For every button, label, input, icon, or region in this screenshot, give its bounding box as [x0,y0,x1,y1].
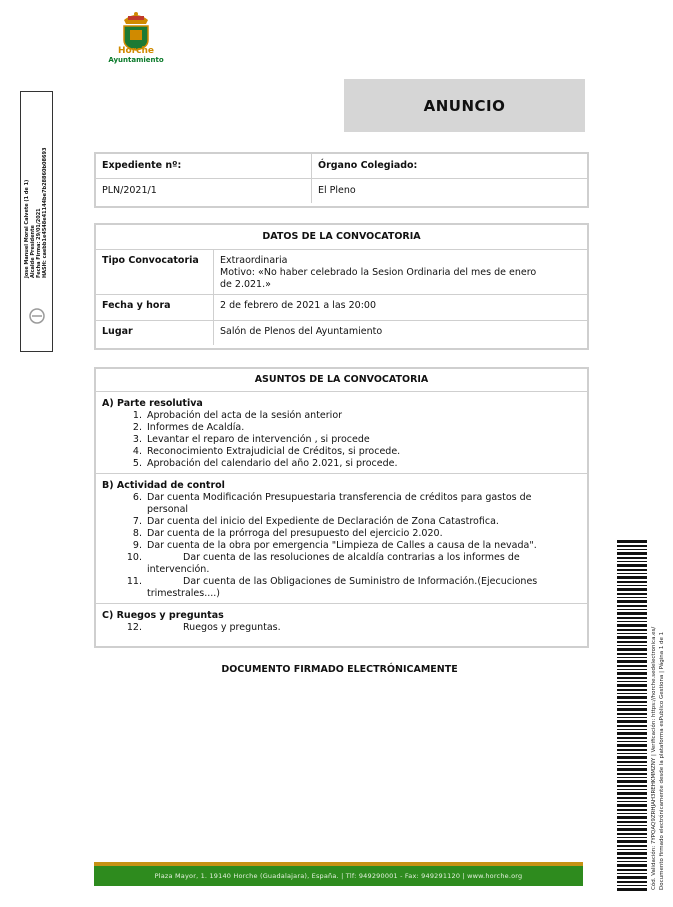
barcode-bar [617,785,647,787]
barcode-bar [617,749,647,751]
barcode-bar [617,729,647,730]
agenda-item-text: Dar cuenta Modificación Presupuestaria transferencia de créditos para gastos de [147,492,532,503]
barcode-bar [617,653,647,655]
barcode-bar [617,840,647,843]
agenda-item [102,434,581,446]
verification-line: Documento firmado electrónicamente desde la plataforma esPublico Gestiona | Página 1 de 1 [659,631,665,890]
agenda-item-number: 6. [132,492,142,503]
barcode-bar [617,665,647,667]
barcode-bar [617,864,647,867]
barcode-bar [617,869,647,871]
agenda-item [102,516,581,528]
verification-barcode [617,540,647,892]
signed-notice: DOCUMENTO FIRMADO ELECTRÓNICAMENTE [221,664,458,675]
barcode-bar [617,677,647,679]
barcode-bar [617,657,647,658]
barcode-bar [617,821,647,823]
footer-bar [94,862,583,886]
barcode-bar [617,672,647,675]
asuntos-section [96,392,587,474]
barcode-bar [617,881,647,883]
agenda-list [102,492,581,600]
barcode-bar [617,720,647,723]
barcode-bar [617,641,647,643]
barcode-bar [617,552,647,555]
agenda-item-number: 3. [132,434,142,445]
barcode-bar [617,744,647,747]
footer-contact: Plaza Mayor, 1. 19140 Horche (Guadalajara), España. | Tlf: 949290001 - Fax: 949291120 | www.horche.org [94,866,583,886]
agenda-list [102,410,581,470]
expediente-header-row [96,154,587,179]
agenda-item-number: 1. [132,410,142,421]
organo-label: Órgano Colegiado: [318,160,418,171]
barcode-bar [617,813,647,814]
barcode-bar [617,624,647,627]
logo-subtitle: Ayuntamiento [108,56,164,64]
agenda-item-text: Dar cuenta de la prórroga del presupuesto del ejercicio 2.020. [147,528,443,539]
agenda-item [102,422,581,434]
barcode-bar [617,725,647,727]
barcode-bar [617,753,647,754]
barcode-bar [617,633,647,634]
barcode-bar [617,773,647,775]
agenda-item-text: personal [147,504,189,515]
barcode-bar [617,801,647,802]
tipo-line: Extraordinaria [220,255,288,266]
asuntos-body [96,392,587,637]
agenda-item-number: 11. [126,576,142,587]
agenda-item-number: 2. [132,422,142,433]
expediente-label: Expediente nº: [96,154,312,178]
agenda-item [102,504,581,516]
barcode-bar [617,732,647,735]
agenda-item-number [102,588,147,600]
barcode-bar [617,609,647,610]
fecha-row [96,295,587,321]
datos-title: DATOS DE LA CONVOCATORIA [96,225,587,250]
agenda-item [102,410,581,422]
barcode-bar [617,621,647,622]
agenda-item [102,576,581,588]
agenda-item [102,564,581,576]
agenda-item [102,446,581,458]
barcode-bar [617,825,647,826]
barcode-bar [617,705,647,706]
barcode-bar [617,828,647,831]
section-title: A) Parte resolutiva [102,398,203,409]
agenda-item-text: Informes de Acaldía. [147,422,245,433]
barcode-bar [617,557,647,559]
barcode-bar [617,888,647,891]
agenda-item-number: 4. [132,446,142,457]
lugar-row [96,321,587,345]
barcode-bar [617,777,647,778]
asuntos-table [94,367,589,648]
asuntos-title: ASUNTOS DE LA CONVOCATORIA [96,369,587,392]
agenda-item-number [102,564,147,576]
barcode-bar [617,629,647,631]
agenda-item [102,458,581,470]
agenda-item-text: Aprobación del acta de la sesión anterior [147,410,343,421]
agenda-item-number [102,504,147,516]
barcode-bar [617,780,647,783]
barcode-bar [617,816,647,819]
agenda-item-text: Dar cuenta de la obra por emergencia "Limpieza de Calles a causa de la nevada". [147,540,537,551]
expediente-value: PLN/2021/1 [96,179,312,203]
barcode-bar [617,660,647,663]
barcode-bar [617,576,647,579]
barcode-bar [617,885,647,886]
agenda-item [102,528,581,540]
agenda-item-number: 9. [132,540,142,551]
barcode-bar [617,849,647,850]
barcode-bar [617,713,647,715]
barcode-bar [617,717,647,718]
barcode-bar [617,833,647,835]
agenda-item-number: 10. [126,552,142,563]
agenda-item-text: Dar cuenta de las resoluciones de alcaldía contrarias a los informes de [183,552,520,563]
barcode-bar [617,593,647,595]
tipo-label: Tipo Convocatoria [96,250,214,294]
tipo-line: Motivo: «No haber celebrado la Sesion Ordinaria del mes de enero [220,267,537,278]
barcode-bar [617,708,647,711]
agenda-item-number: 7. [132,516,142,527]
barcode-bar [617,600,647,603]
barcode-bar [617,681,647,682]
barcode-bar [617,792,647,795]
barcode-bar [617,597,647,598]
verification-line: Cód. Validación: 7YPQAQ9ZRHJAH3REHKMMZNY | Verificación: https://horche.sedelectronica.es/ [651,626,657,890]
expediente-value-row [96,179,587,203]
barcode-bar [617,545,647,547]
barcode-bar [617,605,647,607]
barcode-bar [617,797,647,799]
signature-line: Alcalde Presidente [30,225,36,278]
logo-name: Horche [118,46,154,56]
barcode-bar [617,861,647,862]
agenda-item-text: trimestrales....) [147,588,220,599]
agenda-item-text: Dar cuenta de las Obligaciones de Suministro de Información.(Ejecuciones [183,576,538,587]
agenda-item-number: 5. [132,458,142,469]
barcode-bar [617,789,647,790]
agenda-item-text: Aprobación del calendario del año 2.021, si procede. [147,458,398,469]
fecha-label: Fecha y hora [96,295,214,320]
barcode-bar [617,741,647,742]
barcode-bar [617,696,647,699]
tipo-line: de 2.021.» [220,279,271,290]
barcode-bar [617,540,647,543]
barcode-bar [617,873,647,874]
barcode-bar [617,737,647,739]
barcode-bar [617,845,647,847]
barcode-bar [617,852,647,855]
lugar-value: Salón de Plenos del Ayuntamiento [220,326,383,337]
agenda-item [102,622,581,634]
tipo-value [214,250,587,294]
barcode-bar [617,857,647,859]
esignature-icon [27,306,47,326]
datos-convocatoria-table [94,223,589,350]
agenda-item [102,492,581,504]
barcode-bar [617,617,647,619]
expediente-table [94,152,589,208]
fecha-value: 2 de febrero de 2021 a las 20:00 [220,300,376,311]
barcode-bar [617,693,647,694]
barcode-bar [617,561,647,562]
barcode-bar [617,564,647,567]
signature-line: Fecha Firma: 29/01/2021 [36,208,42,278]
agenda-item-number: 12. [126,622,142,633]
barcode-bar [617,549,647,550]
barcode-bar [617,837,647,838]
barcode-bar [617,768,647,771]
agenda-item-text: Reconocimiento Extrajudicial de Créditos, si procede. [147,446,401,457]
barcode-bar [617,648,647,651]
organo-value: El Pleno [318,185,356,196]
barcode-bar [617,569,647,571]
barcode-bar [617,765,647,766]
barcode-bar [617,809,647,811]
agenda-item-text: Dar cuenta del inicio del Expediente de Declaración de Zona Catastrofica. [147,516,499,527]
barcode-bar [617,612,647,615]
agenda-item [102,552,581,564]
asuntos-section [96,474,587,604]
section-title: C) Ruegos y preguntas [102,610,224,621]
agenda-item-text: Levantar el reparo de intervención , si procede [147,434,370,445]
barcode-bar [617,588,647,591]
barcode-bar [617,756,647,759]
agenda-list [102,622,581,634]
agenda-item-text: intervención. [147,564,210,575]
barcode-bar [617,581,647,583]
barcode-bar [617,701,647,703]
section-title: B) Actividad de control [102,480,225,491]
lugar-label: Lugar [96,321,214,345]
agenda-item [102,588,581,600]
signature-line: Jose Manuel Moral Calvete (1 de 1) [24,179,30,278]
barcode-bar [617,645,647,646]
agenda-item [102,540,581,552]
tipo-row [96,250,587,295]
barcode-bar [617,876,647,879]
barcode-bar [617,669,647,670]
barcode-bar [617,761,647,763]
agenda-item-number: 8. [132,528,142,539]
barcode-bar [617,684,647,687]
barcode-bar [617,636,647,639]
barcode-bar [617,585,647,586]
asuntos-section [96,604,587,637]
agenda-item-text: Ruegos y preguntas. [183,622,281,633]
signature-line: HASH: caebb1e4548e41144be7b28860b08693 [42,147,48,278]
barcode-bar [617,689,647,691]
barcode-bar [617,573,647,574]
barcode-bar [617,804,647,807]
document-title: ANUNCIO [344,79,585,132]
